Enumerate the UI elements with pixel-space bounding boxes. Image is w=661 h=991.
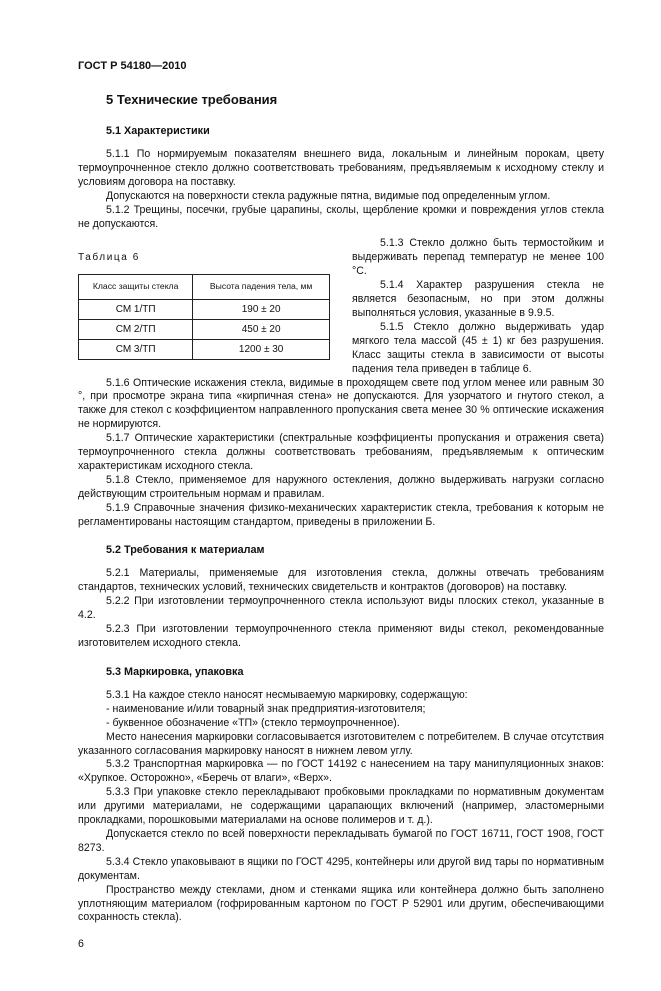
- table-6: [78, 239, 330, 360]
- paragraph-5-3-1: 5.3.1 На каждое стекло наносят несмываемую маркировку, содержащую:: [106, 688, 468, 701]
- paragraph-5-1-1b: Допускаются на поверхности стекла радужные пятна, видимые под определенным углом.: [106, 189, 551, 202]
- table-cell: СМ 2/ТП: [79, 320, 193, 340]
- page-number: 6: [78, 938, 84, 951]
- paragraph-5-2-3: 5.2.3 При изготовлении термоупрочненного стекла применяют виды стекол, рекомендованные изготовителем исходного стекла.: [78, 623, 604, 649]
- table-row: [79, 320, 330, 340]
- table-row: [79, 300, 330, 320]
- table-cell: 1200 ± 30: [193, 340, 330, 360]
- table-cell: 190 ± 20: [193, 300, 330, 320]
- list-item: - наименование и/или товарный знак предприятия-изготовителя;: [106, 702, 426, 715]
- paragraph-5-3-4: 5.3.4 Стекло упаковывают в ящики по ГОСТ 4295, контейнеры или другой вид тары по нормативным документам.: [78, 855, 604, 882]
- table-header-cell: Высота падения тела, мм: [193, 275, 330, 300]
- paragraph-5-1-6: 5.1.6 Оптические искажения стекла, видимые в проходящем свете под углом менее или равным 30 °, при просмотре экрана типа «кирпичная стена» не допускаются. Для узорчатого и гнутого стекол, а также для стекол с коэффициентом направленного пропускания света менее 30 % оптические искажения не нормируются.: [78, 376, 604, 431]
- table-cell: СМ 3/ТП: [79, 340, 193, 360]
- paragraph-5-1-1: 5.1.1 По нормируемым показателям внешнего вида, локальным и линейным порокам, цвету термоупрочненное стекло должно соответствовать требованиям, предъявляемым к исходному стеклу и условиям договора на поставку.: [78, 148, 604, 188]
- table-6-grid: [78, 274, 330, 360]
- paragraph-5-3-1b: Место нанесения маркировки согласовывается изготовителем с потребителем. В случае отсутствия указанного согласования маркировку наносят в нижнем левом углу.: [78, 730, 604, 757]
- paragraph-5-1-9: 5.1.9 Справочные значения физико-механических характеристик стекла, требования к которым не регламентированы настоящим стандартом, приведены в приложении Б.: [78, 501, 604, 528]
- paragraph-5-3-3b: Допускается стекло по всей поверхности перекладывать бумагой по ГОСТ 16711, ГОСТ 1908, ГОСТ 8273.: [78, 827, 604, 854]
- paragraph-5-2-2: 5.2.2 При изготовлении термоупрочненного стекла используют виды плоских стекол, указанные в 4.2.: [78, 595, 604, 622]
- subsection-5-3-title: 5.3 Маркировка, упаковка: [106, 665, 244, 678]
- paragraph-5-1-3: 5.1.3 Стекло должно быть термостойким и выдерживать перепад температур не менее 100 °С.: [352, 237, 604, 278]
- paragraph-5-3-3: 5.3.3 При упаковке стекло перекладывают пробковыми прокладками по нормативным документам или другими материалами, не содержащими царапающих включений (например, эластомерными прокладками, порошковыми материалами на основе полимеров и т. д.).: [78, 786, 604, 827]
- section-title: 5 Технические требования: [106, 92, 278, 107]
- paragraph-5-1-2: 5.1.2 Трещины, посечки, грубые царапины, сколы, щербление кромки и повреждения углов стекла не допускаются.: [78, 203, 604, 230]
- paragraph-5-1-5: 5.1.5 Стекло должно выдерживать удар мягкого тела массой (45 ± 1) кг без разрушения. Класс защиты стекла в зависимости от высоты падения тела приведен в таблице 6.: [352, 320, 604, 375]
- table-cell: 450 ± 20: [193, 320, 330, 340]
- paragraph-5-2-1: 5.2.1 Материалы, применяемые для изготовления стекла, должны отвечать требованиям стандартов, технических условий, технических свидетельств и контрактов (договоров) на поставку.: [78, 567, 604, 594]
- paragraph-5-3-2: 5.3.2 Транспортная маркировка — по ГОСТ 14192 с нанесением на тару манипуляционных знаков: «Хрупкое. Осторожно», «Беречь от влаги», «Верх».: [78, 758, 604, 785]
- table-cell: СМ 1/ТП: [79, 300, 193, 320]
- paragraph-5-1-4: 5.1.4 Характер разрушения стекла не является безопасным, но при этом должны выполняться условия, указанные в 9.9.5.: [352, 279, 604, 319]
- paragraph-5-3-4b: Пространство между стеклами, дном и стенками ящика или контейнера должно быть заполнено уплотняющим материалом (гофрированным картоном по ГОСТ Р 52901 или другим, обеспечивающими сохранность стекла).: [78, 883, 604, 924]
- table-row: [79, 340, 330, 360]
- table-header-cell: Класс защиты стекла: [79, 275, 193, 300]
- list-item: - буквенное обозначение «ТП» (стекло термоупрочненное).: [106, 716, 400, 729]
- table-header-row: [79, 275, 330, 300]
- subsection-5-2-title: 5.2 Требования к материалам: [106, 544, 265, 557]
- subsection-5-1-title: 5.1 Характеристики: [106, 125, 210, 137]
- document-header: ГОСТ Р 54180—2010: [78, 60, 187, 72]
- paragraph-5-1-8: 5.1.8 Стекло, применяемое для наружного остекления, должно выдерживать нагрузки согласно действующим строительным нормам и правилам.: [78, 473, 604, 500]
- paragraph-5-1-7: 5.1.7 Оптические характеристики (спектральные коэффициенты пропускания и отражения света) термоупрочненного стекла должны соответствовать требованиям, предъявляемым к оптическим характеристикам исходного стекла.: [78, 432, 604, 472]
- table-caption: Таблица 6: [78, 252, 140, 264]
- page-content: [78, 92, 604, 991]
